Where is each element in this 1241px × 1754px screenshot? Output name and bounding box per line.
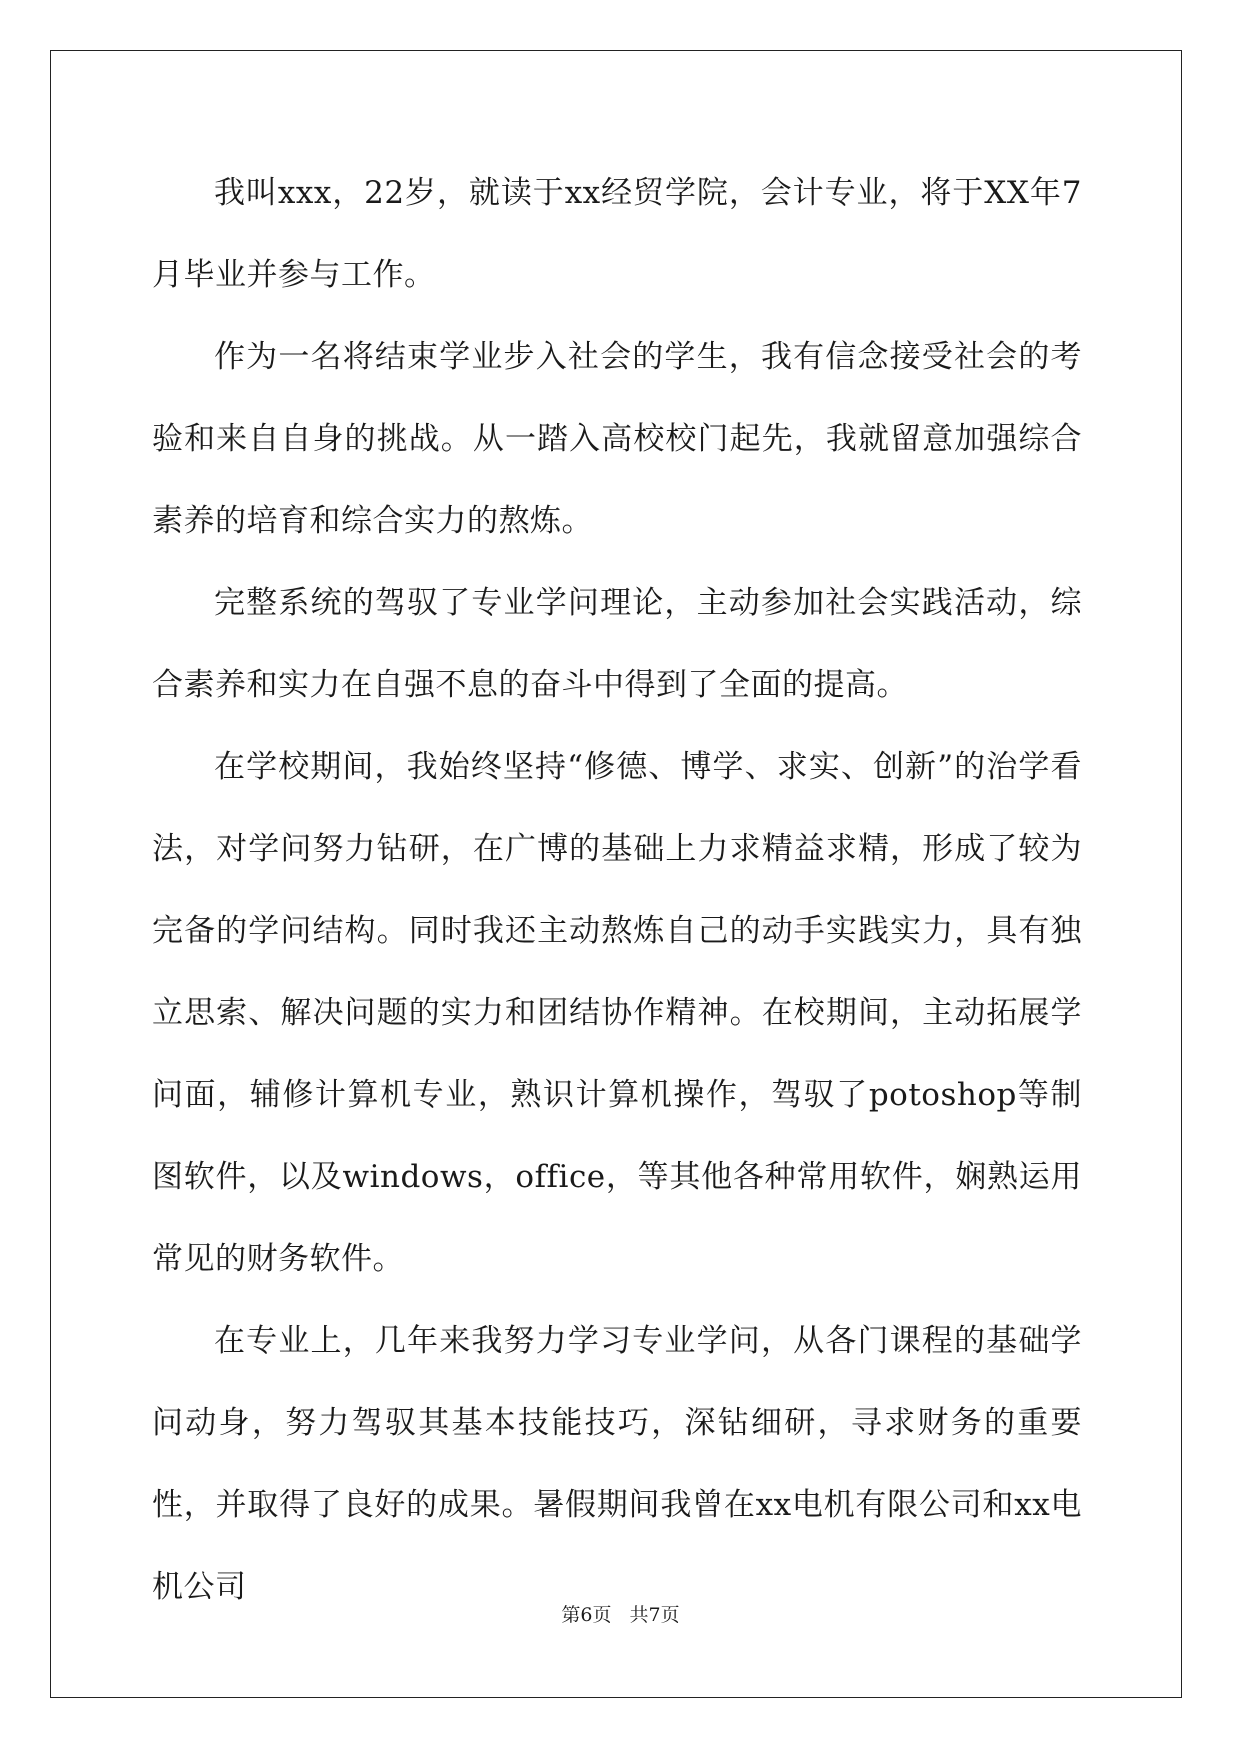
paragraph-3: 完整系统的驾驭了专业学问理论，主动参加社会实践活动，综合素养和实力在自强不息的奋斗中得到了全面的提高。	[152, 585, 1082, 703]
page-footer	[0, 1600, 1241, 1627]
paragraph-5: 在专业上，几年来我努力学习专业学问，从各门课程的基础学问动身，努力驾驭其基本技能技巧，深钻细研，寻求财务的重要性，并取得了良好的成果。暑假期间我曾在xx电机有限公司和xx电机公司	[152, 1323, 1082, 1605]
paragraph-1: 我叫xxx，22岁，就读于xx经贸学院，会计专业，将于XX年7月毕业并参与工作。	[152, 175, 1082, 293]
page-total: 共7页	[629, 1604, 680, 1626]
paragraph-2: 作为一名将结束学业步入社会的学生，我有信念接受社会的考验和来自自身的挑战。从一踏入高校校门起先，我就留意加强综合素养的培育和综合实力的熬炼。	[152, 339, 1082, 539]
paragraph-4: 在学校期间，我始终坚持“修德、博学、求实、创新”的治学看法，对学问努力钻研，在广博的基础上力求精益求精，形成了较为完备的学问结构。同时我还主动熬炼自己的动手实践实力，具有独立思索、解决问题的实力和团结协作精神。在校期间，主动拓展学问面，辅修计算机专业，熟识计算机操作，驾驭了potoshop等制图软件，以及windows，office，等其他各种常用软件，娴熟运用常见的财务软件。	[152, 749, 1082, 1277]
document-body	[152, 152, 1082, 1628]
page-number: 第6页	[561, 1604, 612, 1626]
